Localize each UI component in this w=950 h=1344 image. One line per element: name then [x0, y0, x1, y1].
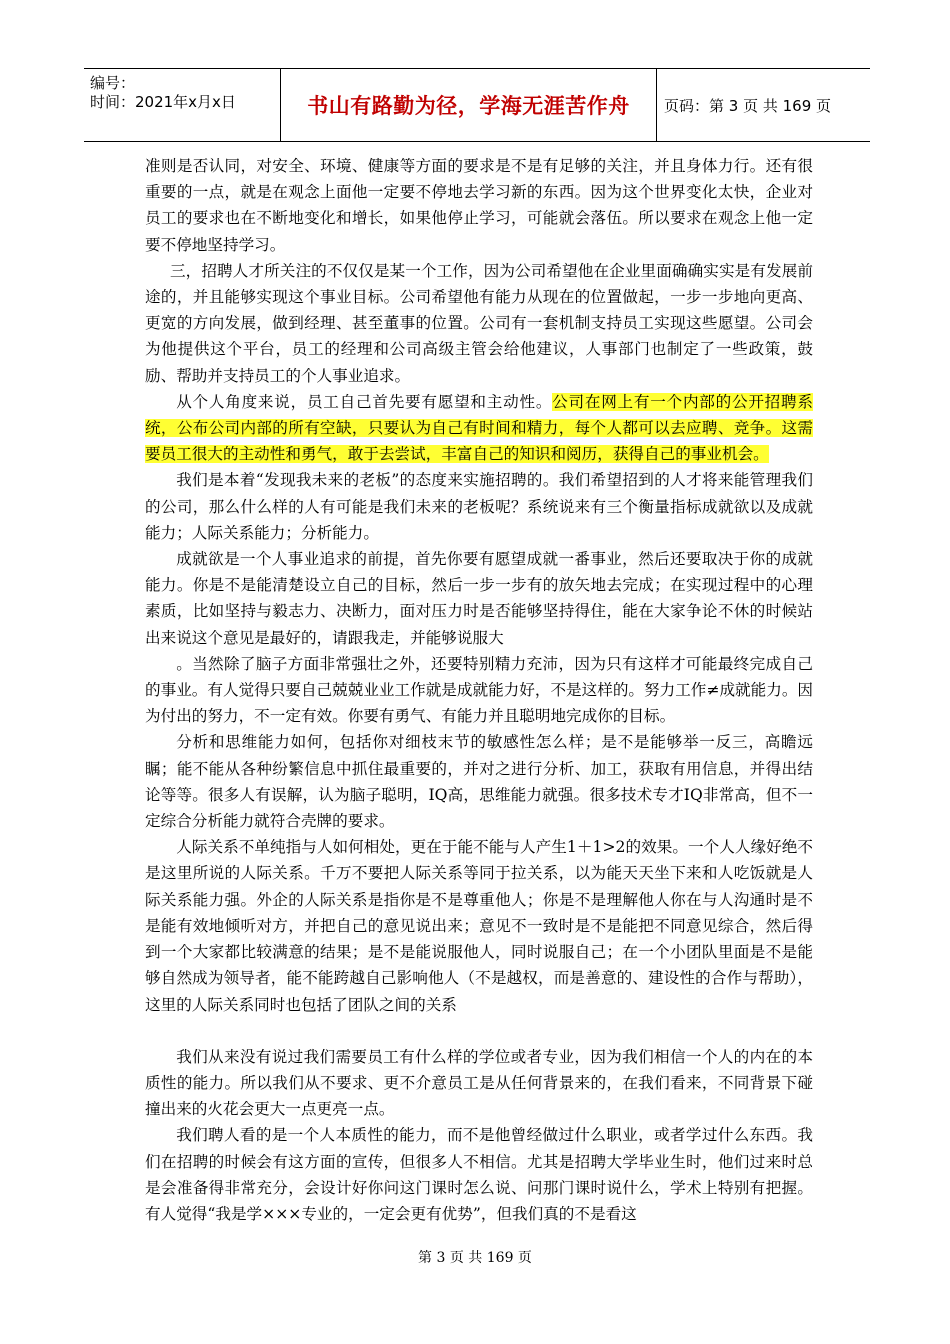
- paragraph: 人际关系不单纯指与人如何相处，更在于能不能与人产生1＋1>2的效果。一个人人缘好绝不是这里所说的人际关系。千万不要把人际关系等同于拉关系，以为能天天坐下来和人吃饭就是人际关系能力强。外企的人际关系是指你是不是尊重他人；你是不是理解他人你在与人沟通时是不是能有效地倾听对方，并把自己的意见说出来；意见不一致时是不是能把不同意见综合，然后得到一个大家都比较满意的结果；是不是能说服他人，同时说服自己；在一个小团队里面是不是能够自然成为领导者，能不能跨越自己影响他人（不是越权，而是善意的、建设性的合作与帮助），这里的人际关系同时也包括了团队之间的关系: [145, 838, 813, 1014]
- paragraph-spacer: [145, 1018, 813, 1044]
- header-number-label: 编号：: [90, 74, 136, 92]
- page-footer: 第 3 页 共 169 页: [418, 1250, 532, 1266]
- document-body: [145, 153, 813, 1227]
- header-meta: [84, 69, 280, 141]
- paragraph-text: 从个人角度来说，员工自己首先要有愿望和主动性。: [176, 392, 553, 411]
- paragraph: 成就欲是一个人事业追求的前提，首先你要有愿望成就一番事业，然后还要取决于你的成就能力。你是不是能清楚设立自己的目标，然后一步一步有的放矢地去完成；在实现过程中的心理素质，比如坚持与毅志力、决断力，面对压力时是否能够坚持得住，能在大家争论不休的时候站出来说这个意见是最好的，请跟我走，并能够说服大: [145, 550, 813, 647]
- paragraph: 我们聘人看的是一个人本质性的能力，而不是他曾经做过什么职业，或者学过什么东西。我们在招聘的时候会有这方面的宣传，但很多人不相信。尤其是招聘大学毕业生时，他们过来时总是会准备得非常充分，会设计好你问这门课时怎么说、问那门课时说什么，学术上特别有把握。有人觉得“我是学×××专业的，一定会更有优势”，但我们真的不是看这: [145, 1126, 813, 1223]
- header-motto: 书山有路勤为径，学海无涯苦作舟: [307, 94, 630, 118]
- paragraph: 。当然除了脑子方面非常强壮之外，还要特别精力充沛，因为只有这样才可能最终完成自己的事业。有人觉得只要自己兢兢业业工作就是成就能力好，不是这样的。努力工作≠成就能力。因为付出的努力，不一定有效。你要有勇气、有能力并且聪明地完成你的目标。: [145, 654, 814, 726]
- paragraph: 分析和思维能力如何，包括你对细枝末节的敏感性怎么样；是不是能够举一反三，高瞻远瞩；能不能从各种纷繁信息中抓住最重要的，并对之进行分析、加工，获取有用信息，并得出结论等等。很多人有误解，认为脑子聪明，IQ高，思维能力就强。很多技术专才IQ非常高，但不一定综合分析能力就符合壳牌的要求。: [145, 733, 813, 831]
- highlighted-text: 公司在网上有一个内部的公开招聘系统，公布公司内部的所有空缺，只要认为自己有时间和精力，每个人都可以去应聘、竞争。这需要员工很大的主动性和勇气，敢于去尝试，丰富自己的知识和阅历，获得自己的事业机会。: [145, 392, 813, 464]
- header-table: [84, 68, 870, 142]
- paragraph: 三，招聘人才所关注的不仅仅是某一个工作，因为公司希望他在企业里面确确实实是有发展前途的，并且能够实现这个事业目标。公司希望他有能力从现在的位置做起，一步一步地向更高、更宽的方向发展，做到经理、甚至董事的位置。公司有一套机制支持员工实现这些愿望。公司会为他提供这个平台，员工的经理和公司高级主管会给他建议，人事部门也制定了一些政策，鼓励、帮助并支持员工的个人事业追求。: [145, 261, 813, 385]
- paragraph: [145, 389, 813, 468]
- paragraph: 准则是否认同，对安全、环境、健康等方面的要求是不是有足够的关注，并且身体力行。还有很重要的一点，就是在观念上面他一定要不停地去学习新的东西。因为这个世界变化太快，企业对员工的要求也在不断地变化和增长，如果他停止学习，可能就会落伍。所以要求在观念上他一定要不停地坚持学习。: [145, 157, 813, 254]
- header-page-label: 页码：第 3 页 共 169 页: [664, 96, 832, 115]
- header-date-label: 时间：2021年x月x日: [90, 93, 236, 111]
- header-divider: [656, 69, 657, 141]
- paragraph: 我们是本着“发现我未来的老板”的态度来实施招聘的。我们希望招到的人才将来能管理我们的公司，那么什么样的人有可能是我们未来的老板呢？系统说来有三个衡量指标成就欲以及成就能力；人际关系能力；分析能力。: [145, 471, 813, 542]
- paragraph: 我们从来没有说过我们需要员工有什么样的学位或者专业，因为我们相信一个人的内在的本质性的能力。所以我们从不要求、更不介意员工是从任何背景来的，在我们看来，不同背景下碰撞出来的火花会更大一点更亮一点。: [145, 1047, 813, 1119]
